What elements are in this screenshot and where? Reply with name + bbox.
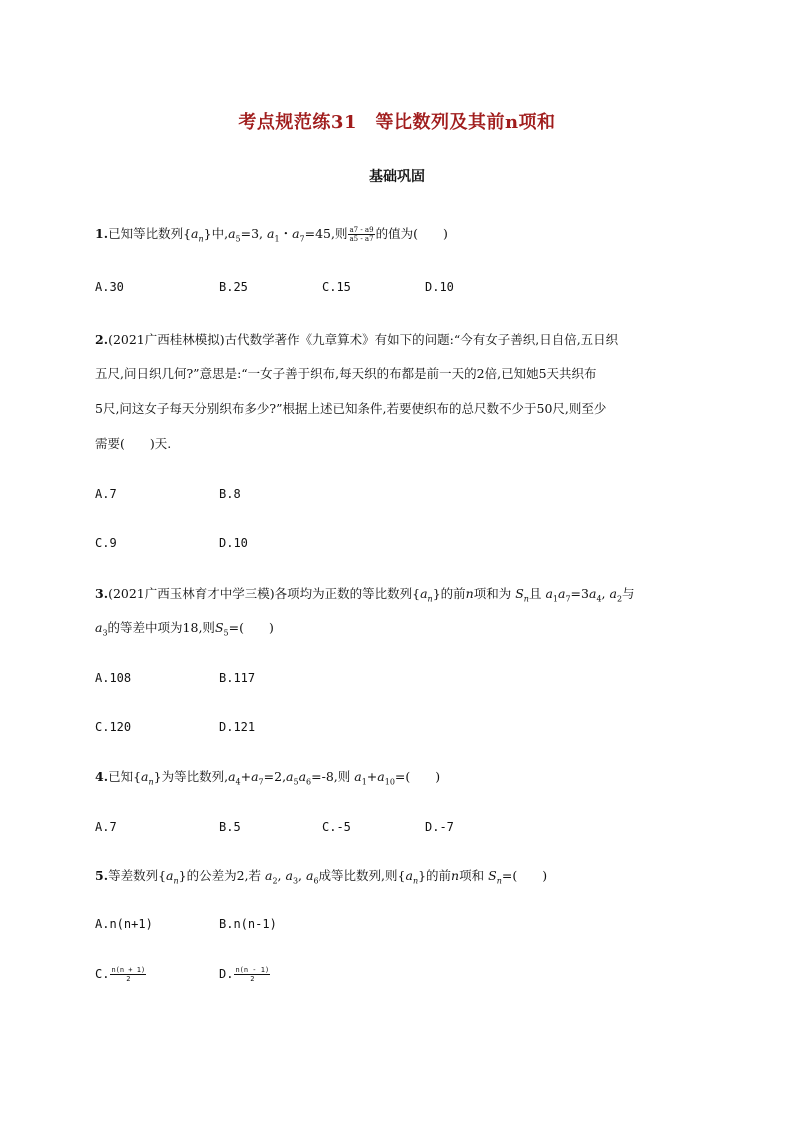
question-1-fraction: $\frac{a7 - a9}{a5 - a7}$ <box>349 226 374 243</box>
q1-option-a[interactable]: A.30 <box>95 280 124 294</box>
question-2-line-4: 需要( )天. <box>95 436 172 451</box>
q2-option-b[interactable]: B.8 <box>219 487 241 501</box>
question-2-line-3: 5尺,问这女子每天分别织布多少?”根据上述已知条件,若要使织布的总尺数不少于50尺,则至少 <box>95 401 607 416</box>
q5-option-c-fraction: $\frac{n(n + 1)}{2}$ <box>111 966 146 983</box>
q1-option-d[interactable]: D.10 <box>425 280 454 294</box>
q2-option-d[interactable]: D.10 <box>219 536 248 550</box>
q5-option-a[interactable]: A.n(n+1) <box>95 917 153 931</box>
q3-option-c[interactable]: C.120 <box>95 720 132 734</box>
section-heading: 基础巩固 <box>369 169 425 185</box>
q2-option-c[interactable]: C.9 <box>95 536 117 550</box>
q4-option-b[interactable]: B.5 <box>219 820 241 834</box>
question-2-line-2: 五尺,问日织几何?”意思是:“一女子善于织布,每天织的布都是前一天的2倍,已知她5天共织布 <box>95 366 597 381</box>
q3-option-b[interactable]: B.117 <box>219 671 256 685</box>
q4-option-c[interactable]: C.-5 <box>322 820 351 834</box>
page-title: 考点规范练31 等比数列及其前n项和 <box>238 112 556 133</box>
q1-option-b[interactable]: B.25 <box>219 280 248 294</box>
question-2-line-1: 2.(2021广西桂林模拟)古代数学著作《九章算术》有如下的问题:“今有女子善织,日自倍,五日织 <box>95 332 619 347</box>
question-1-text: 1.已知等比数列$\{a_n\}$中$,a_5=3$, $a_1$・$a_7=45$,则 $\frac{a7 - a9}{a5 - a7}$ 的值为( ) <box>95 226 448 244</box>
question-3-line-1: 3.(2021广西玉林育才中学三模)各项均为正数的等比数列$\{a_n\}$的前n项和为 $S_n$且 $a_1a_7=3a_4$, $a_2$与 <box>95 586 635 604</box>
question-5-text: 5.等差数列$\{a_n\}$的公差为2,若 $a_2$, $a_3$, $a_6$成等比数列,则$\{a_n\}$的前n项和 $S_n=$( ) <box>95 868 548 886</box>
q5-option-d[interactable]: D. $\frac{n(n - 1)}{2}$ <box>219 966 270 983</box>
question-3-line-2: $a_3$的等差中项为18,则$S_5=$( ) <box>95 620 274 638</box>
q5-option-b[interactable]: B.n(n-1) <box>219 917 277 931</box>
q3-option-a[interactable]: A.108 <box>95 671 132 685</box>
q2-option-a[interactable]: A.7 <box>95 487 117 501</box>
question-4-text: 4.已知$\{a_n\}$为等比数列$,a_4+a_7=2,a_5a_6=-8$,则 $a_1+a_{10}=$( ) <box>95 769 441 787</box>
q1-option-c[interactable]: C.15 <box>322 280 351 294</box>
q5-option-d-fraction: $\frac{n(n - 1)}{2}$ <box>235 966 270 983</box>
q5-option-c[interactable]: C. $\frac{n(n + 1)}{2}$ <box>95 966 146 983</box>
q4-option-a[interactable]: A.7 <box>95 820 117 834</box>
q3-option-d[interactable]: D.121 <box>219 720 256 734</box>
q4-option-d[interactable]: D.-7 <box>425 820 454 834</box>
